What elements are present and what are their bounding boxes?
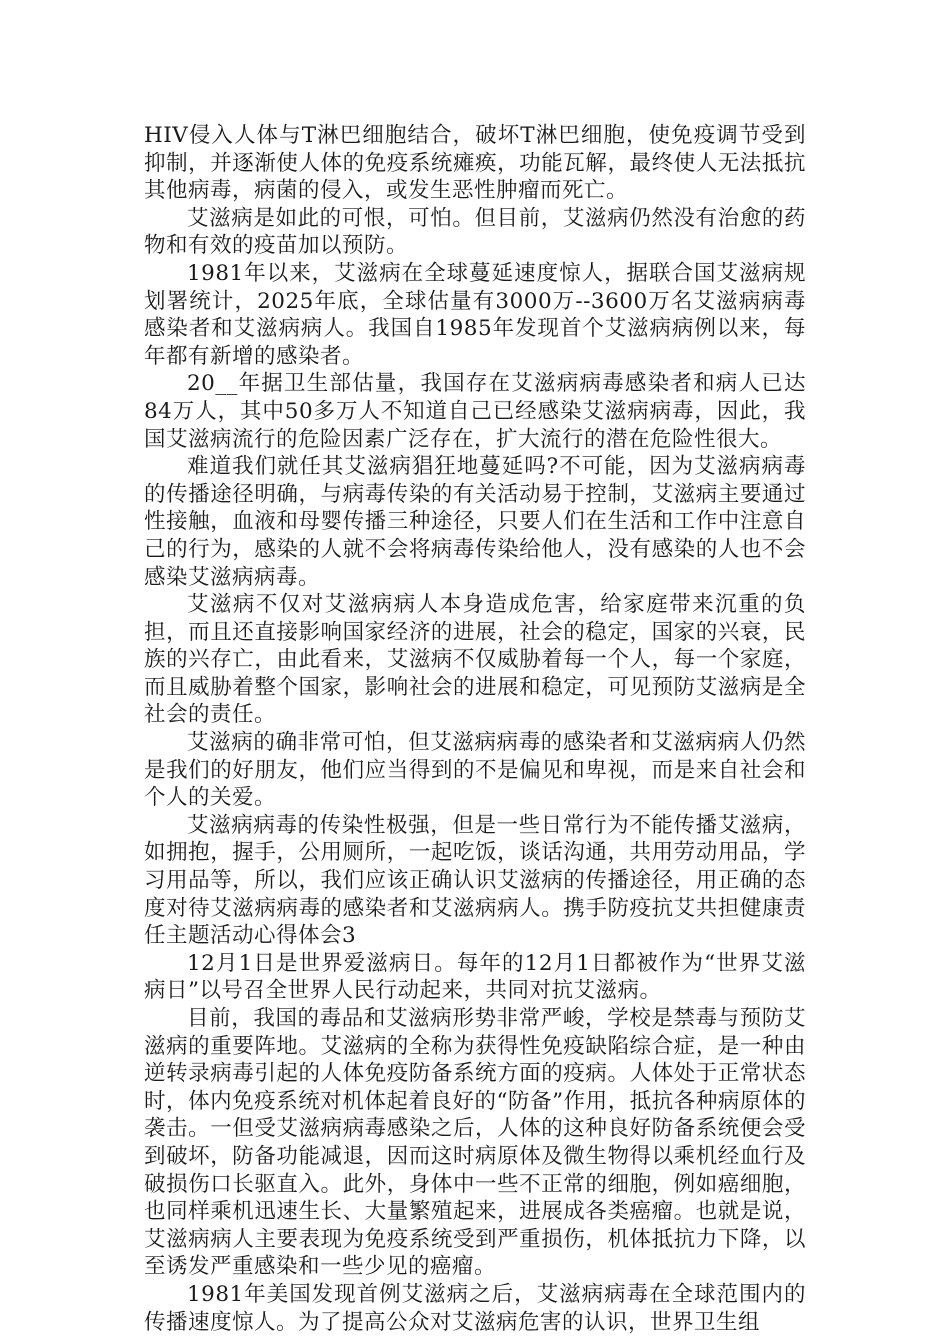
paragraph: 12月1日是世界爱滋病日。每年的12月1日都被作为“世界艾滋病日”以号召全世界人民行动起来，共同对抗艾滋病。 bbox=[144, 950, 806, 1004]
paragraph: 目前，我国的毒品和艾滋病形势非常严峻，学校是禁毒与预防艾滋病的重要阵地。艾滋病的全称为获得性免疫缺陷综合症，是一种由逆转录病毒引起的人体免疫防备系统方面的疫病。人体处于正常状态时，体内免疫系统对机体起着良好的“防备”作用，抵抗各种病原体的袭击。一但受艾滋病病毒感染之后，人体的这种良好防备系统便会受到破坏，防备功能减退，因而这时病原体及微生物得以乘机经血行及破损伤口长驱直入。此外，身体中一些不正常的细胞，例如癌细胞，也同样乘机迅速生长、大量繁殖起来，进展成各类癌瘤。也就是说，艾滋病病人主要表现为免疫系统受到严重损伤，机体抵抗力下降，以至诱发严重感染和一些少见的癌瘤。 bbox=[144, 1006, 806, 1280]
document-body bbox=[144, 122, 806, 1336]
paragraph: 难道我们就任其艾滋病猖狂地蔓延吗?不可能，因为艾滋病病毒的传播途径明确，与病毒传染的有关活动易于控制，艾滋病主要通过性接触，血液和母婴传播三种途径，只要人们在生活和工作中注意自己的行为，感染的人就不会将病毒传染给他人，没有感染的人也不会感染艾滋病病毒。 bbox=[144, 454, 806, 590]
paragraph: 1981年美国发现首例艾滋病之后，艾滋病病毒在全球范围内的传播速度惊人。为了提高公众对艾滋病危害的认识，世界卫生组 bbox=[144, 1281, 806, 1335]
paragraph: 艾滋病是如此的可恨，可怕。但目前，艾滋病仍然没有治愈的药物和有效的疫苗加以预防。 bbox=[144, 205, 806, 259]
paragraph: 艾滋病病毒的传染性极强，但是一些日常行为不能传播艾滋病，如拥抱，握手，公用厕所，一起吃饭，谈话沟通，共用劳动用品，学习用品等，所以，我们应该正确认识艾滋病的传播途径，用正确的态度对待艾滋病病毒的感染者和艾滋病病人。携手防疫抗艾共担健康责任主题活动心得体会3 bbox=[144, 812, 806, 949]
paragraph: 艾滋病不仅对艾滋病病人本身造成危害，给家庭带来沉重的负担，而且还直接影响国家经济的进展，社会的稳定，国家的兴衰，民族的兴存亡，由此看来，艾滋病不仅威胁着每一个人，每一个家庭，而且威胁着整个国家，影响社会的进展和稳定，可见预防艾滋病是全社会的责任。 bbox=[144, 592, 806, 728]
paragraph: 20__年据卫生部估量，我国存在艾滋病病毒感染者和病人已达84万人，其中50多万人不知道自己已经感染艾滋病病毒，因此，我国艾滋病流行的危险因素广泛存在，扩大流行的潜在危险性很大。 bbox=[144, 371, 806, 452]
paragraph: HIV侵入人体与T淋巴细胞结合，破坏T淋巴细胞，使免疫调节受到抑制，并逐渐使人体的免疫系统瘫痪，功能瓦解，最终使人无法抵抗其他病毒，病菌的侵入，或发生恶性肿瘤而死亡。 bbox=[144, 123, 806, 204]
paragraph: 1981年以来，艾滋病在全球蔓延速度惊人，据联合国艾滋病规划署统计，2025年底，全球估量有3000万--3600万名艾滋病病毒感染者和艾滋病病人。我国自1985年发现首个艾滋病病例以来，每年都有新增的感染者。 bbox=[144, 260, 806, 369]
paragraph: 艾滋病的确非常可怕，但艾滋病病毒的感染者和艾滋病病人仍然是我们的好朋友，他们应当得到的不是偏见和卑视，而是来自社会和个人的关爱。 bbox=[144, 730, 806, 811]
